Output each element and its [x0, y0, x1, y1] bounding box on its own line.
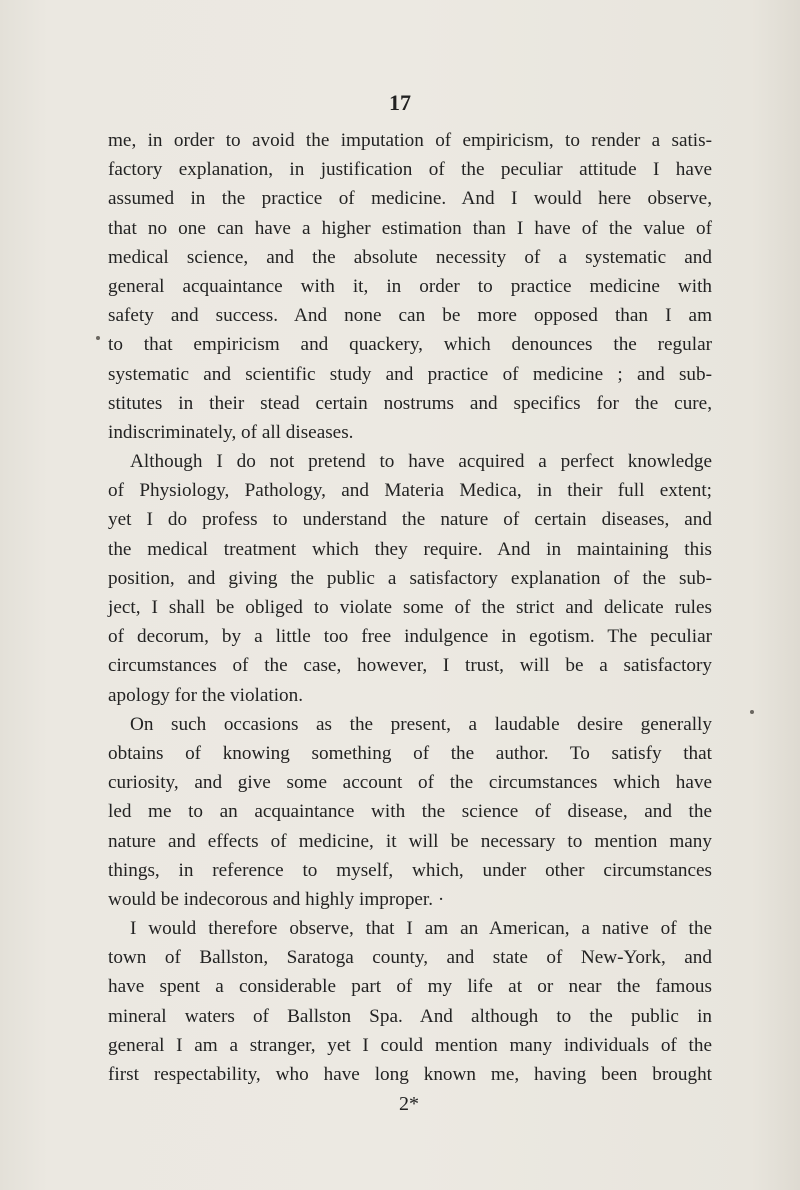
text-line: On such occasions as the present, a laudable desire generally	[130, 713, 712, 735]
text-line: to that empiricism and quackery, which denounces the regular	[108, 334, 712, 356]
text-line: that no one can have a higher estimation than I have of the value of	[108, 217, 712, 239]
text-line: curiosity, and give some account of the circumstances which have	[108, 772, 712, 794]
margin-speck	[750, 710, 754, 714]
text-line: first respectability, who have long known me, having been brought	[108, 1064, 712, 1085]
text-line: ject, I shall be obliged to violate some of the strict and delicate rules	[108, 597, 712, 618]
text-line: would be indecorous and highly improper. ·	[108, 888, 445, 910]
text-line: systematic and scientific study and practice of medicine ; and sub-	[108, 363, 712, 385]
text-line: nature and effects of medicine, it will be necessary to mention many	[108, 830, 712, 852]
text-line: the medical treatment which they require. And in maintaining this	[108, 538, 712, 560]
text-line: general acquaintance with it, in order to practice medicine with	[108, 275, 712, 297]
text-line: circumstances of the case, however, I trust, will be a satisfactory	[108, 655, 712, 677]
text-line: mineral waters of Ballston Spa. And although to the public in	[108, 1005, 712, 1027]
text-line: indiscriminately, of all diseases.	[108, 421, 354, 443]
text-line: I would therefore observe, that I am an American, a native of the	[130, 918, 712, 940]
text-line: position, and giving the public a satisfactory explanation of the sub-	[108, 567, 712, 589]
text-line: led me to an acquaintance with the science of disease, and the	[108, 801, 712, 823]
text-line: assumed in the practice of medicine. And I would here observe,	[108, 188, 712, 210]
text-line: me, in order to avoid the imputation of empiricism, to render a satis-	[108, 130, 712, 151]
text-line: general I am a stranger, yet I could mention many individuals of the	[108, 1034, 712, 1056]
text-line: town of Ballston, Saratoga county, and state of New-York, and	[108, 947, 712, 969]
text-line: obtains of knowing something of the author. To satisfy that	[108, 742, 712, 764]
text-line: yet I do profess to understand the nature of certain diseases, and	[108, 509, 712, 531]
text-line: medical science, and the absolute necessity of a systematic and	[108, 246, 712, 268]
text-line: apology for the violation.	[108, 684, 304, 706]
text-line: of Physiology, Pathology, and Materia Medica, in their full extent;	[108, 480, 712, 502]
margin-speck	[96, 336, 100, 340]
text-line: factory explanation, in justification of the peculiar attitude I have	[108, 159, 712, 181]
paragraph	[108, 914, 712, 1089]
body-text	[108, 126, 712, 1089]
paragraph	[108, 126, 712, 447]
text-line: have spent a considerable part of my life at or near the famous	[108, 976, 712, 998]
text-line: Although I do not pretend to have acquired a perfect knowledge	[130, 451, 712, 473]
text-line: stitutes in their stead certain nostrums and specifics for the cure,	[108, 392, 712, 414]
signature-mark: 2*	[399, 1093, 419, 1115]
text-line: of decorum, by a little too free indulgence in egotism. The peculiar	[108, 626, 712, 648]
text-line: safety and success. And none can be more opposed than I am	[108, 305, 712, 327]
text-line: things, in reference to myself, which, under other circumstances	[108, 859, 712, 881]
paragraph	[108, 447, 712, 710]
page-number: 17	[389, 90, 411, 115]
paragraph	[108, 710, 712, 914]
